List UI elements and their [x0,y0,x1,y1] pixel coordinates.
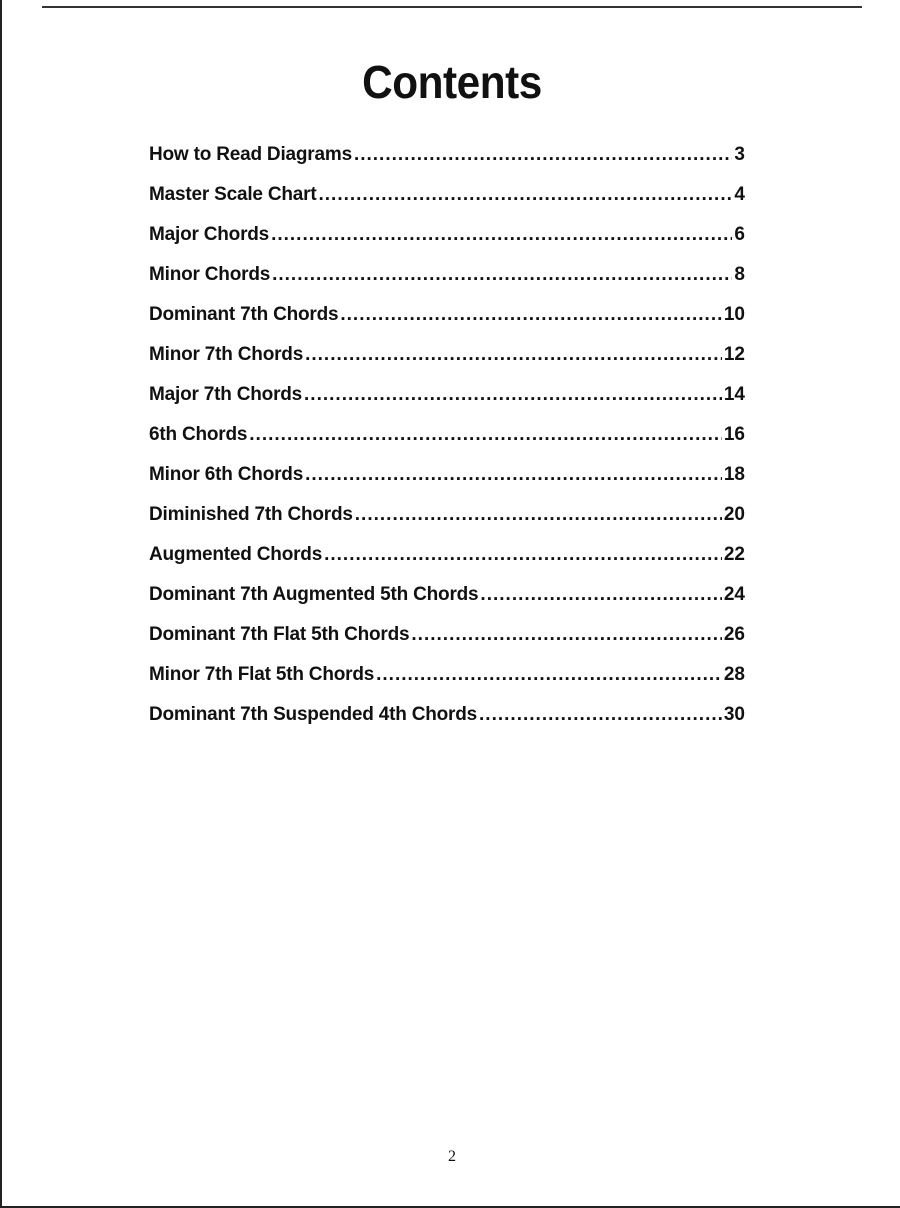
toc-entry-page: 20 [723,504,745,525]
toc-entry-label: Dominant 7th Chords [149,304,339,325]
toc-entry-label: Minor 7th Chords [149,344,304,365]
toc-entry[interactable] [149,660,745,700]
toc-entry[interactable] [149,260,745,300]
top-rule [42,6,862,8]
dot-leader [354,140,732,170]
toc-entry-page: 4 [734,184,745,205]
toc-entry-page: 3 [734,144,745,165]
toc-entry[interactable] [149,420,745,460]
toc-entry-label: Major 7th Chords [149,384,303,405]
toc-entry-page: 16 [723,424,745,445]
toc-entry-page: 8 [734,264,745,285]
page-title: Contents [362,56,542,108]
toc-entry[interactable] [149,340,745,380]
table-of-contents [149,140,745,740]
dot-leader [411,620,721,650]
toc-entry[interactable] [149,140,745,180]
toc-entry[interactable] [149,540,745,580]
toc-entry[interactable] [149,620,745,660]
dot-leader [305,460,722,490]
page-number: 2 [448,1148,456,1165]
toc-entry-label: Diminished 7th Chords [149,504,353,525]
toc-entry-page: 14 [723,384,745,405]
dot-leader [272,260,732,290]
toc-entry-label: Master Scale Chart [149,184,317,205]
dot-leader [480,580,721,610]
toc-entry-page: 28 [723,664,745,685]
toc-entry-label: Dominant 7th Flat 5th Chords [149,624,410,645]
toc-entry-label: How to Read Diagrams [149,144,352,165]
toc-entry-label: Dominant 7th Augmented 5th Chords [149,584,479,605]
toc-entry-page: 26 [723,624,745,645]
toc-entry-page: 12 [723,344,745,365]
toc-entry-page: 10 [723,304,745,325]
dot-leader [355,500,722,530]
toc-entry-page: 6 [734,224,745,245]
toc-entry[interactable] [149,500,745,540]
dot-leader [271,220,732,250]
toc-entry-label: 6th Chords [149,424,248,445]
dot-leader [249,420,722,450]
toc-entry[interactable] [149,460,745,500]
toc-entry[interactable] [149,700,745,740]
toc-entry[interactable] [149,300,745,340]
dot-leader [305,340,722,370]
toc-entry[interactable] [149,580,745,620]
toc-entry-label: Minor 6th Chords [149,464,304,485]
toc-entry[interactable] [149,380,745,420]
dot-leader [324,540,722,570]
dot-leader [376,660,722,690]
dot-leader [304,380,722,410]
toc-entry-page: 18 [723,464,745,485]
toc-entry-page: 30 [723,704,745,725]
toc-entry[interactable] [149,180,745,220]
dot-leader [479,700,722,730]
toc-entry-label: Major Chords [149,224,270,245]
toc-entry-label: Dominant 7th Suspended 4th Chords [149,704,478,725]
toc-entry-label: Minor Chords [149,264,271,285]
toc-entry-label: Minor 7th Flat 5th Chords [149,664,375,685]
toc-entry-label: Augmented Chords [149,544,323,565]
toc-entry-page: 24 [723,584,745,605]
toc-entry[interactable] [149,220,745,260]
toc-entry-page: 22 [723,544,745,565]
dot-leader [318,180,732,210]
dot-leader [340,300,721,330]
